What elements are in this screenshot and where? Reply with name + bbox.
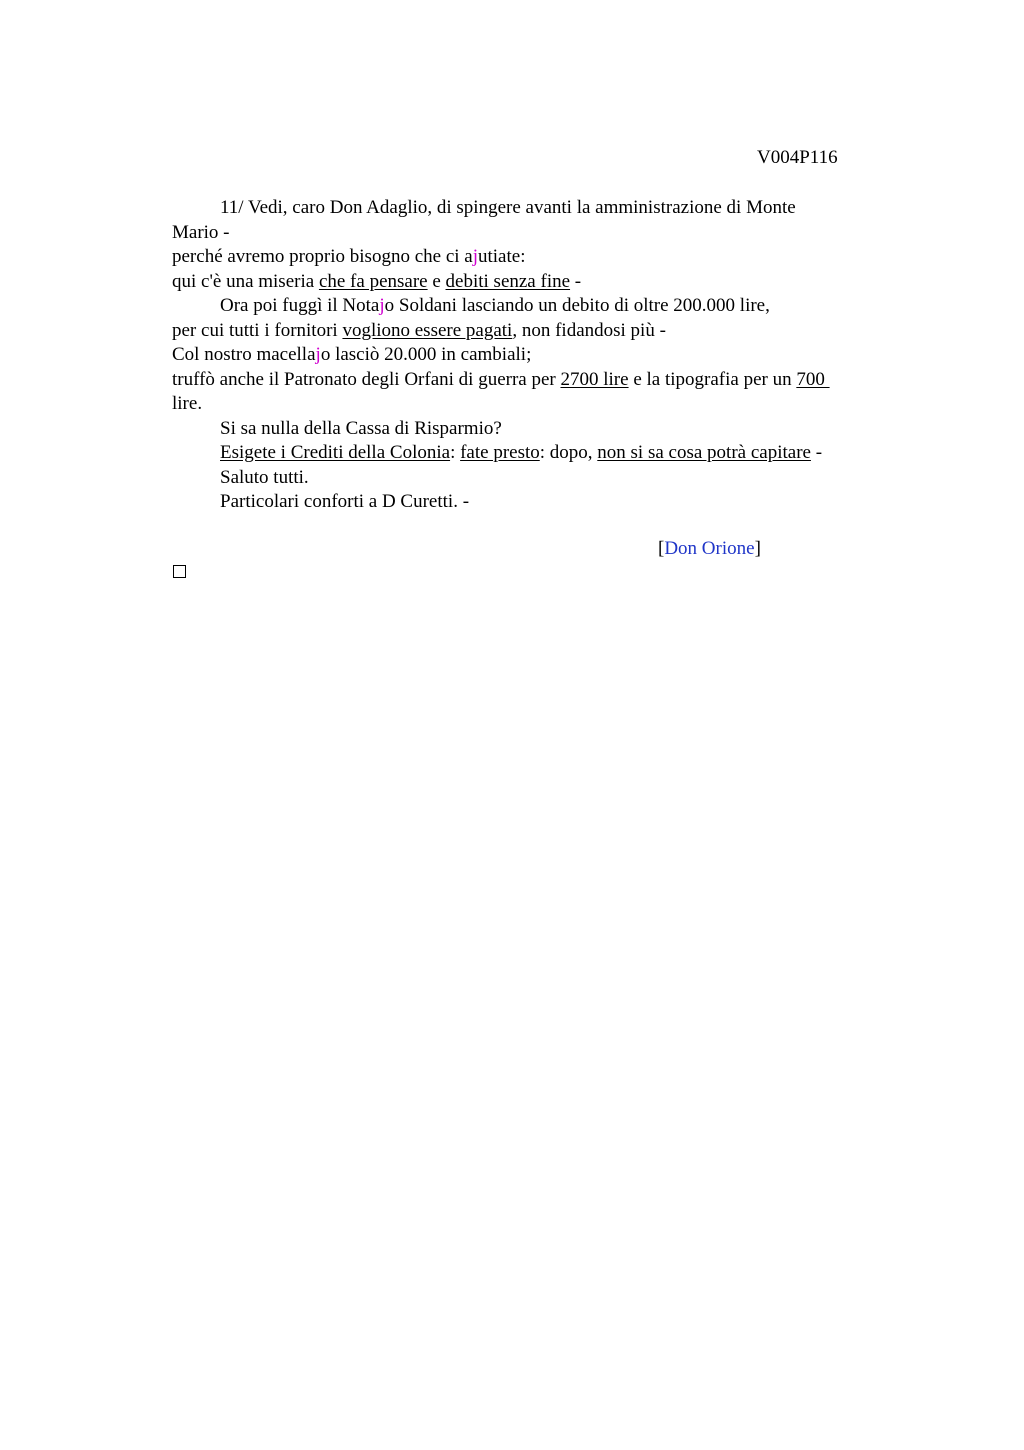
end-marker-box-icon — [173, 565, 186, 578]
letter-line — [172, 466, 892, 491]
letter-body — [172, 196, 892, 515]
letter-line — [172, 245, 892, 270]
underlined-text: fate presto — [460, 442, 540, 463]
text: utiate: — [478, 246, 526, 267]
text: Ora poi fuggì il Nota — [220, 295, 380, 316]
letter-line — [172, 319, 892, 344]
editorial-letter: j — [315, 344, 321, 365]
underlined-text: 2700 lire — [560, 368, 629, 390]
letter-line — [172, 294, 892, 319]
text: Si sa nulla della Cassa di Risparmio? — [220, 417, 502, 439]
bracket-close: ] — [754, 538, 761, 559]
text: Mario - — [172, 221, 230, 243]
underlined-text: che fa pensare — [318, 270, 428, 292]
text: : — [450, 442, 461, 463]
editorial-letter: j — [472, 246, 478, 267]
letter-line — [172, 490, 892, 515]
bracket-open: [ — [658, 538, 665, 559]
letter-line — [172, 368, 892, 393]
letter-line — [172, 392, 892, 417]
signature-name: Don Orione — [664, 538, 755, 559]
underlined-text: debiti senza fine — [445, 270, 571, 292]
editorial-letter: j — [379, 295, 385, 316]
text: - — [570, 270, 582, 292]
letter-line — [172, 270, 892, 295]
text: 11/ Vedi, caro Don Adaglio, di spingere avanti la amministrazione di Monte — [220, 197, 796, 218]
text: qui c'è una miseria — [172, 270, 319, 292]
letter-line — [172, 441, 892, 466]
text: Saluto tutti. — [220, 466, 309, 488]
page-identifier: V004P116 — [757, 147, 838, 168]
text: e — [427, 270, 446, 292]
letter-line — [172, 196, 892, 221]
text: Col nostro macella — [172, 344, 316, 365]
letter-line — [172, 343, 892, 368]
underlined-text: vogliono essere pagati — [342, 319, 513, 341]
text: truffò anche il Patronato degli Orfani di guerra per — [172, 368, 561, 390]
text: perché avremo proprio bisogno che ci a — [172, 246, 473, 267]
text: o lasciò 20.000 in cambiali; — [320, 344, 532, 365]
underlined-text: Esigete i Crediti della Colonia — [220, 442, 451, 463]
underlined-text: 700 — [796, 368, 830, 390]
text: Particolari conforti a D Curetti. - — [220, 491, 470, 512]
text: lire. — [172, 393, 203, 414]
text: o Soldani lasciando un debito di oltre 200.000 lire, — [384, 295, 770, 316]
text: : dopo, — [539, 442, 598, 463]
text: e la tipografia per un — [628, 368, 797, 390]
text: - — [810, 442, 823, 463]
signature — [658, 537, 761, 561]
letter-line — [172, 417, 892, 442]
text: per cui tutti i fornitori — [172, 319, 343, 341]
underlined-text: non si sa cosa potrà capitare — [597, 442, 811, 463]
letter-line — [172, 221, 892, 246]
text: , non fidandosi più - — [512, 319, 666, 341]
